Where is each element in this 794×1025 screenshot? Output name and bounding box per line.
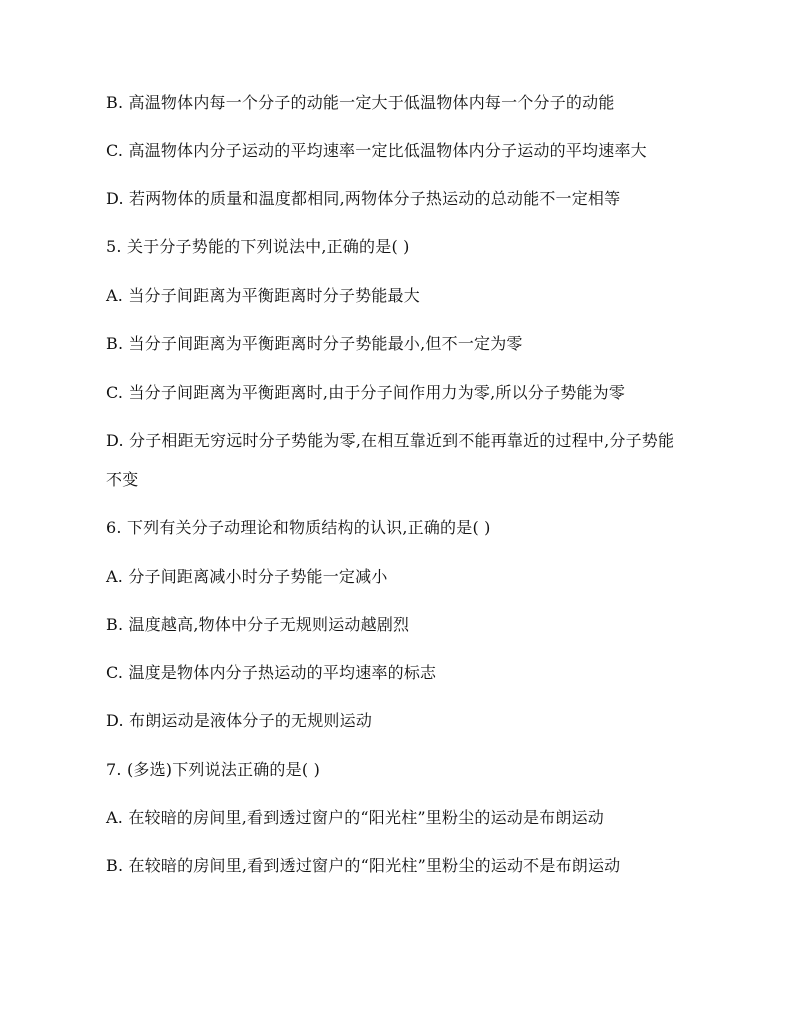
- option-b-q7: B. 在较暗的房间里,看到透过窗户的“阳光柱”里粉尘的运动不是布朗运动: [106, 856, 621, 875]
- option-d-q4: D. 若两物体的质量和温度都相同,两物体分子热运动的总动能不一定相等: [106, 189, 621, 208]
- option-b-q5: B. 当分子间距离为平衡距离时分子势能最小,但不一定为零: [106, 334, 523, 353]
- option-b-q4: B. 高温物体内每一个分子的动能一定大于低温物体内每一个分子的动能: [106, 93, 615, 112]
- option-d-q5-continued: 不变: [106, 470, 139, 489]
- option-c-q5: C. 当分子间距离为平衡距离时,由于分子间作用力为零,所以分子势能为零: [106, 383, 626, 402]
- option-d-q6: D. 布朗运动是液体分子的无规则运动: [106, 711, 373, 730]
- option-c-q6: C. 温度是物体内分子热运动的平均速率的标志: [106, 663, 437, 682]
- option-d-q5: D. 分子相距无穷远时分子势能为零,在相互靠近到不能再靠近的过程中,分子势能: [106, 431, 675, 450]
- option-b-q6: B. 温度越高,物体中分子无规则运动越剧烈: [106, 615, 410, 634]
- option-a-q7: A. 在较暗的房间里,看到透过窗户的“阳光柱”里粉尘的运动是布朗运动: [106, 808, 604, 827]
- question-5: 5. 关于分子势能的下列说法中,正确的是( ): [106, 237, 410, 256]
- question-7: 7. (多选)下列说法正确的是( ): [106, 760, 321, 779]
- question-6: 6. 下列有关分子动理论和物质结构的认识,正确的是( ): [106, 518, 491, 537]
- option-a-q6: A. 分子间距离减小时分子势能一定减小: [106, 567, 388, 586]
- option-c-q4: C. 高温物体内分子运动的平均速率一定比低温物体内分子运动的平均速率大: [106, 141, 647, 160]
- option-a-q5: A. 当分子间距离为平衡距离时分子势能最大: [106, 286, 420, 305]
